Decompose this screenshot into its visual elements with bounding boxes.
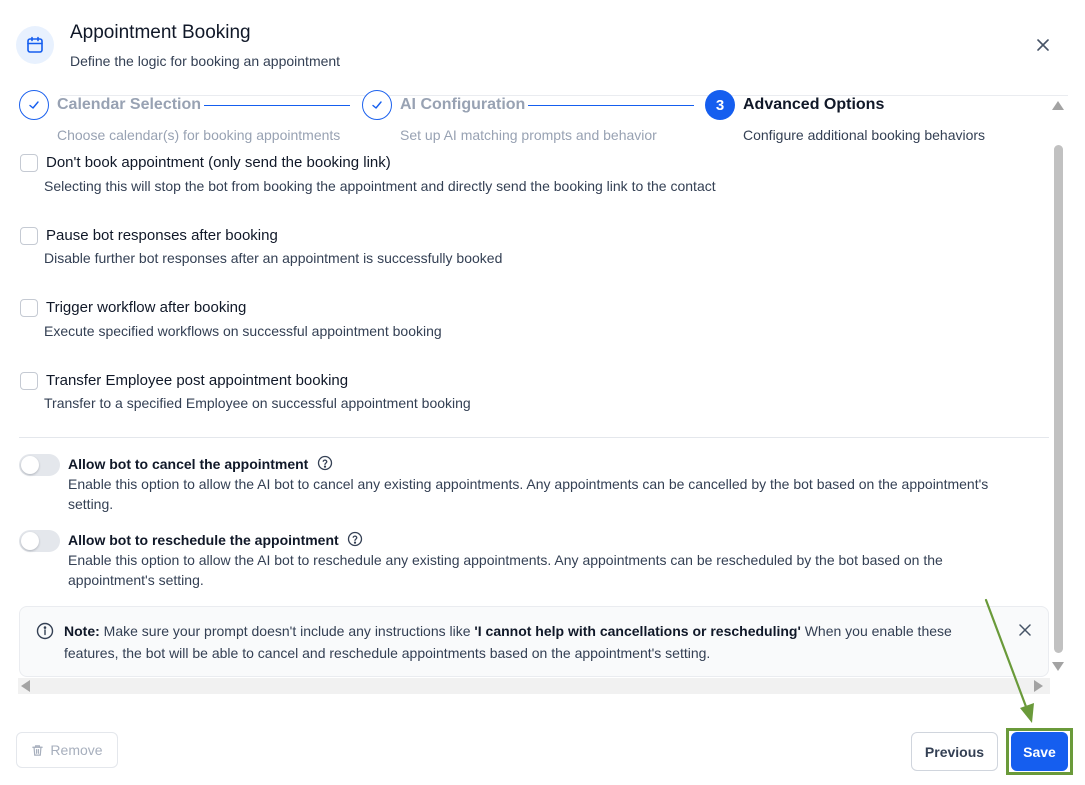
note-close-icon[interactable]: [1017, 622, 1033, 638]
info-icon: [36, 622, 54, 640]
dont-book-label: Don't book appointment (only send the booking link): [46, 154, 391, 171]
modal-title: Appointment Booking: [70, 22, 251, 43]
scroll-up-arrow-icon[interactable]: [1052, 101, 1064, 110]
vertical-scrollbar-thumb[interactable]: [1054, 145, 1063, 653]
scroll-right-arrow-icon[interactable]: [1034, 680, 1043, 692]
scroll-down-arrow-icon[interactable]: [1052, 662, 1064, 671]
help-icon[interactable]: [347, 531, 363, 547]
calendar-icon: [16, 26, 54, 64]
remove-label: Remove: [50, 742, 103, 758]
step-2-description: Set up AI matching prompts and behavior: [400, 127, 657, 143]
step-3-description: Configure additional booking behaviors: [743, 127, 986, 143]
transfer-employee-label: Transfer Employee post appointment booking: [46, 372, 349, 389]
close-icon[interactable]: [1033, 35, 1053, 55]
pause-bot-label: Pause bot responses after booking: [46, 227, 278, 244]
trigger-workflow-checkbox[interactable]: [20, 299, 38, 317]
horizontal-scrollbar[interactable]: [18, 678, 1050, 694]
reschedule-appointment-toggle[interactable]: [19, 530, 60, 552]
help-icon[interactable]: [317, 455, 333, 471]
cancel-appointment-toggle[interactable]: [19, 454, 60, 476]
step-1-description: Choose calendar(s) for booking appointments: [57, 127, 341, 143]
note-text: [64, 620, 994, 664]
save-highlight-box: [1006, 728, 1073, 775]
note-label: Note:: [64, 623, 100, 639]
step-3-number: 3: [705, 90, 735, 120]
section-divider: [19, 437, 1049, 438]
header-divider: [60, 95, 1068, 96]
save-button[interactable]: Save: [1011, 732, 1068, 771]
transfer-employee-description: Transfer to a specified Employee on successful appointment booking: [44, 395, 471, 411]
cancel-appointment-description: Enable this option to allow the AI bot to cancel any existing appointments. Any appointments can be cancelled by the bot based on the appointment's setting.: [68, 476, 989, 512]
step-2-title[interactable]: AI Configuration: [400, 96, 526, 113]
note-text-after: When you enable these features, the bot will be able to cancel and reschedule appointments based on the appointment's setting.: [64, 623, 952, 661]
dont-book-description: Selecting this will stop the bot from booking the appointment and directly send the booking link to the contact: [44, 178, 716, 194]
modal-subtitle: Define the logic for booking an appointment: [70, 53, 341, 69]
step-1-check-icon: [19, 90, 49, 120]
reschedule-appointment-description: Enable this option to allow the AI bot to reschedule any existing appointments. Any appointments can be rescheduled by the bot based on the appointment's setting.: [68, 552, 943, 588]
toggle-knob: [21, 456, 39, 474]
step-connector: [528, 105, 694, 106]
step-3-title[interactable]: Advanced Options: [743, 96, 885, 113]
remove-button[interactable]: [16, 732, 118, 768]
scroll-left-arrow-icon[interactable]: [21, 680, 30, 692]
step-2-check-icon: [362, 90, 392, 120]
trash-icon: [31, 744, 44, 757]
step-connector: [204, 105, 350, 106]
note-alert: [19, 606, 1049, 677]
transfer-employee-checkbox[interactable]: [20, 372, 38, 390]
previous-button[interactable]: Previous: [911, 732, 998, 771]
step-1-title[interactable]: Calendar Selection: [57, 96, 202, 113]
dont-book-checkbox[interactable]: [20, 154, 38, 172]
pause-bot-checkbox[interactable]: [20, 227, 38, 245]
note-quote: 'I cannot help with cancellations or rescheduling': [474, 623, 801, 639]
note-text-before: Make sure your prompt doesn't include any instructions like: [99, 623, 475, 639]
cancel-appointment-label: Allow bot to cancel the appointment: [68, 456, 309, 472]
toggle-knob: [21, 532, 39, 550]
trigger-workflow-label: Trigger workflow after booking: [46, 299, 247, 316]
pause-bot-description: Disable further bot responses after an appointment is successfully booked: [44, 250, 503, 266]
reschedule-appointment-label: Allow bot to reschedule the appointment: [68, 532, 339, 548]
trigger-workflow-description: Execute specified workflows on successful appointment booking: [44, 323, 442, 339]
